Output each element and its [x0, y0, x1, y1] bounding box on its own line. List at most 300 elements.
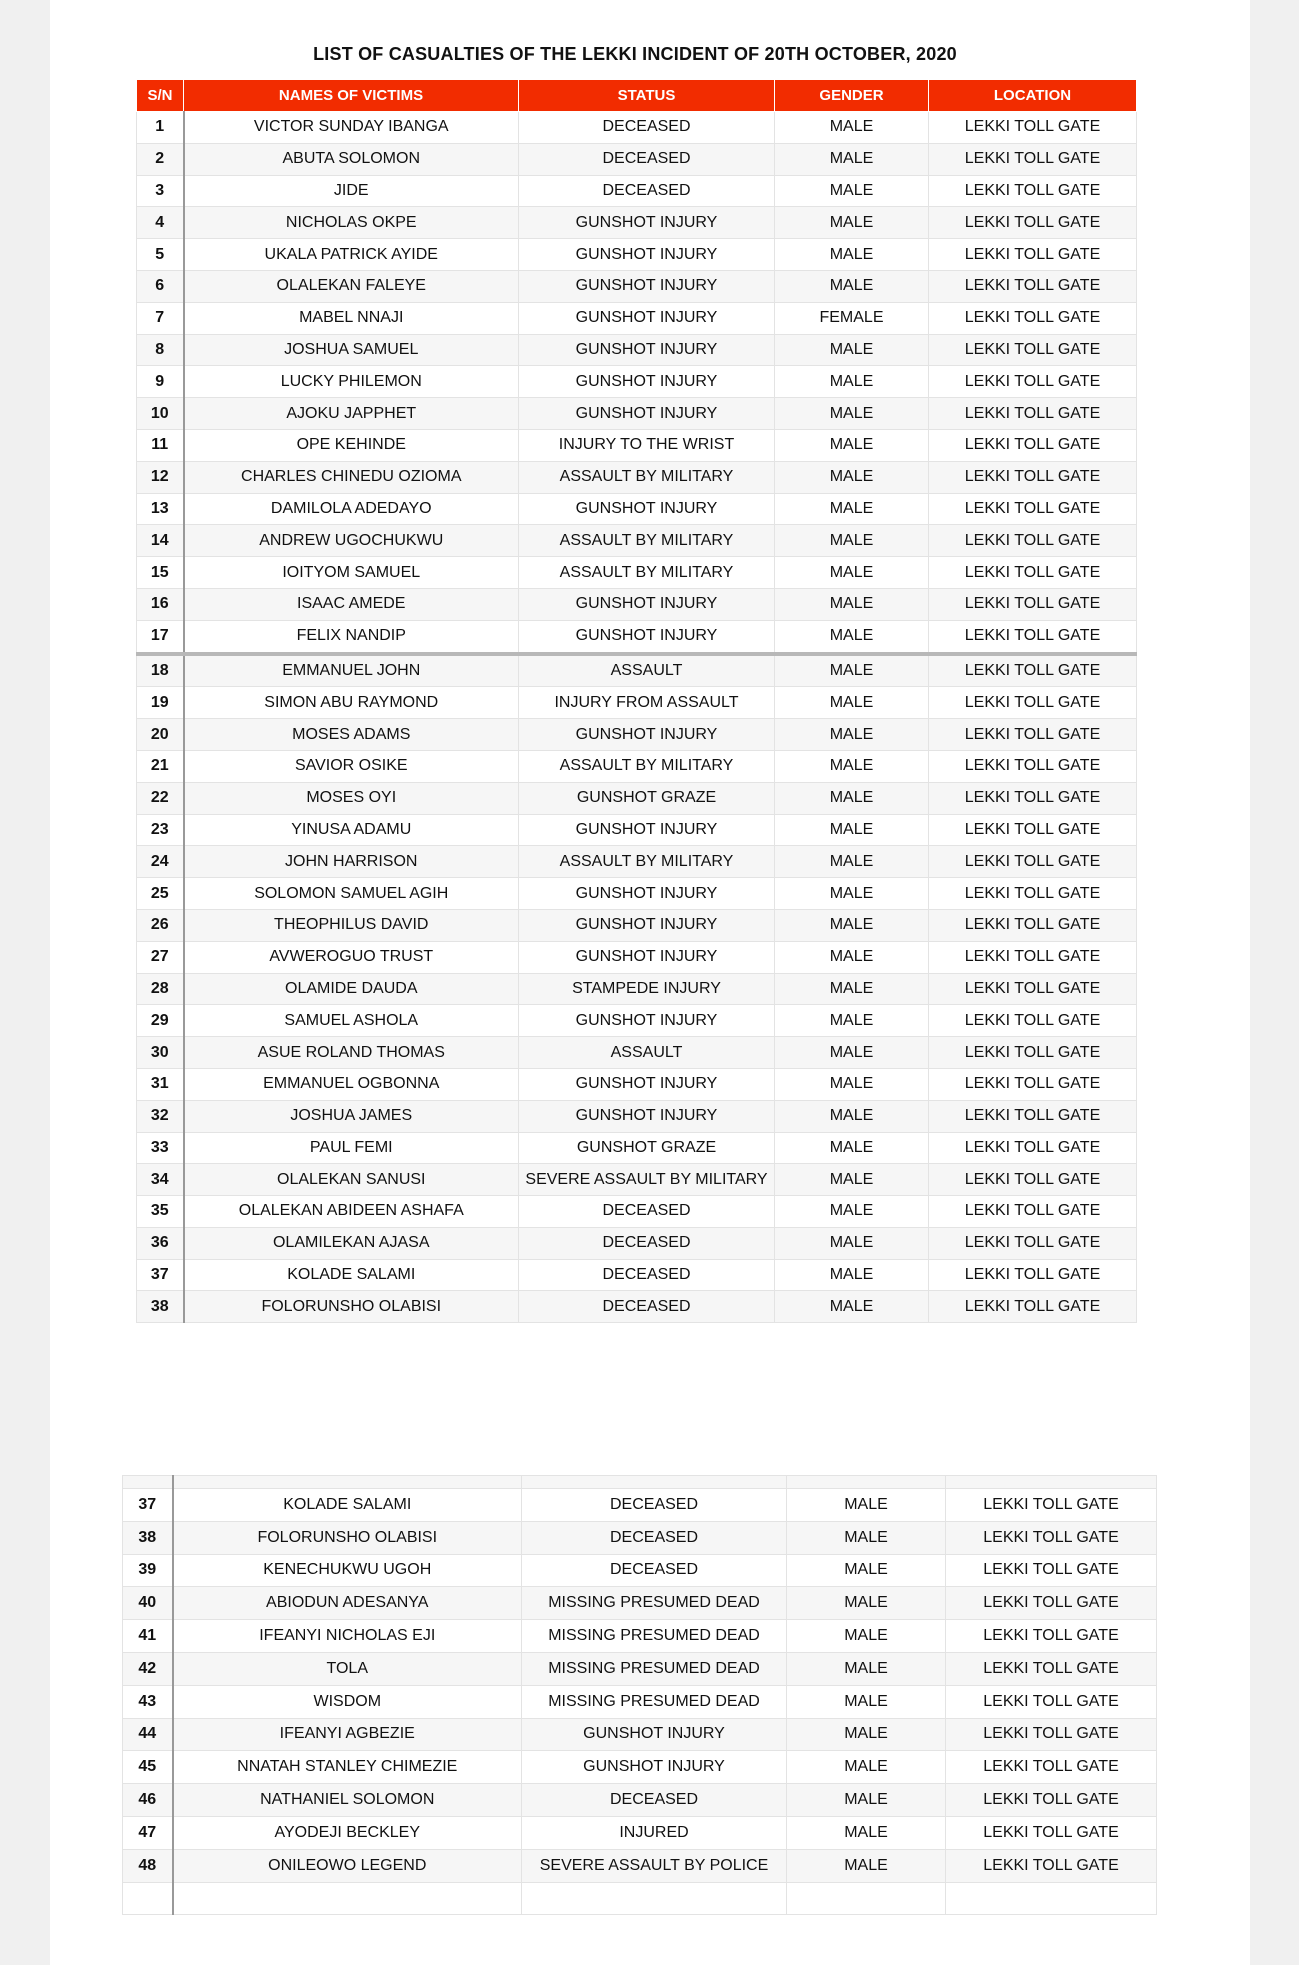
cell-status: DECEASED: [519, 143, 775, 175]
table-row: [137, 557, 1137, 589]
cell-gender: MALE: [775, 366, 929, 398]
cell-gender: MALE: [787, 1816, 946, 1849]
cell-name: PAUL FEMI: [184, 1132, 519, 1164]
cell-name: KOLADE SALAMI: [184, 1259, 519, 1291]
cell-status: GUNSHOT INJURY: [519, 588, 775, 620]
cell-status: GUNSHOT GRAZE: [519, 782, 775, 814]
table-row: [137, 588, 1137, 620]
cell-gender: MALE: [775, 620, 929, 653]
cell-gender: MALE: [775, 334, 929, 366]
cell-status: DECEASED: [519, 1227, 775, 1259]
cell-sn: 7: [137, 302, 184, 334]
cell-status: DECEASED: [519, 1196, 775, 1228]
table-row: [137, 620, 1137, 653]
cell-sn: 13: [137, 493, 184, 525]
cell-sn: 42: [123, 1652, 173, 1685]
strip-cell: [123, 1476, 173, 1489]
cell-sn: 8: [137, 334, 184, 366]
cell-location: LEKKI TOLL GATE: [946, 1751, 1157, 1784]
cell-location: LEKKI TOLL GATE: [929, 687, 1137, 719]
cell-gender: MALE: [775, 1164, 929, 1196]
cell-sn: 6: [137, 270, 184, 302]
cell-status: GUNSHOT INJURY: [519, 239, 775, 271]
cell-sn: 16: [137, 588, 184, 620]
cell-gender: MALE: [775, 207, 929, 239]
cell-location: LEKKI TOLL GATE: [946, 1718, 1157, 1751]
table-row: [123, 1751, 1157, 1784]
cell-sn: 26: [137, 909, 184, 941]
cell-name: OPE KEHINDE: [184, 429, 519, 461]
cell-sn: 21: [137, 750, 184, 782]
cell-name: THEOPHILUS DAVID: [184, 909, 519, 941]
cell-status: ASSAULT: [519, 654, 775, 687]
cell-location: LEKKI TOLL GATE: [929, 302, 1137, 334]
cell-name: OLAMILEKAN AJASA: [184, 1227, 519, 1259]
table-row: [123, 1718, 1157, 1751]
cell-location: LEKKI TOLL GATE: [929, 620, 1137, 653]
cell-gender: MALE: [775, 1005, 929, 1037]
cell-gender: MALE: [775, 782, 929, 814]
table-row: [137, 1227, 1137, 1259]
table-header-row: [137, 80, 1137, 112]
cell-gender: [787, 1882, 946, 1915]
table-row: [123, 1521, 1157, 1554]
table-row: [137, 207, 1137, 239]
table-body-continued: [123, 1476, 1157, 1915]
cell-name: SOLOMON SAMUEL AGIH: [184, 878, 519, 910]
cell-gender: MALE: [775, 1037, 929, 1069]
cell-name: [173, 1882, 522, 1915]
cell-location: LEKKI TOLL GATE: [929, 1259, 1137, 1291]
cell-gender: MALE: [775, 1068, 929, 1100]
cell-location: LEKKI TOLL GATE: [929, 878, 1137, 910]
cell-location: LEKKI TOLL GATE: [929, 493, 1137, 525]
table-body-main: [137, 112, 1137, 1323]
table-row: [123, 1587, 1157, 1620]
cell-status: INJURY TO THE WRIST: [519, 429, 775, 461]
cell-sn: 36: [137, 1227, 184, 1259]
cell-location: LEKKI TOLL GATE: [929, 334, 1137, 366]
cell-name: NNATAH STANLEY CHIMEZIE: [173, 1751, 522, 1784]
cell-gender: MALE: [787, 1751, 946, 1784]
cell-gender: MALE: [775, 461, 929, 493]
cell-gender: MALE: [775, 750, 929, 782]
table-row: [137, 941, 1137, 973]
cell-name: UKALA PATRICK AYIDE: [184, 239, 519, 271]
table-row: [137, 782, 1137, 814]
cell-gender: MALE: [775, 525, 929, 557]
table-row: [137, 973, 1137, 1005]
cell-sn: 37: [137, 1259, 184, 1291]
cell-name: AYODEJI BECKLEY: [173, 1816, 522, 1849]
cell-gender: MALE: [775, 429, 929, 461]
cell-status: ASSAULT BY MILITARY: [519, 557, 775, 589]
cell-location: LEKKI TOLL GATE: [929, 525, 1137, 557]
cell-sn: 24: [137, 846, 184, 878]
table-row: [137, 398, 1137, 430]
cell-location: LEKKI TOLL GATE: [946, 1554, 1157, 1587]
table-row: [137, 493, 1137, 525]
table-row: [123, 1652, 1157, 1685]
cell-name: JIDE: [184, 175, 519, 207]
cell-sn: 22: [137, 782, 184, 814]
cell-gender: MALE: [787, 1652, 946, 1685]
cell-status: MISSING PRESUMED DEAD: [522, 1587, 787, 1620]
cell-name: JOHN HARRISON: [184, 846, 519, 878]
cell-status: GUNSHOT INJURY: [519, 941, 775, 973]
table-row: [123, 1849, 1157, 1882]
table-row: [123, 1554, 1157, 1587]
cell-sn: 40: [123, 1587, 173, 1620]
document-title: LIST OF CASUALTIES OF THE LEKKI INCIDENT OF 20TH OCTOBER, 2020: [313, 44, 957, 64]
table-row: [137, 1196, 1137, 1228]
cell-gender: MALE: [775, 1132, 929, 1164]
cell-location: LEKKI TOLL GATE: [946, 1816, 1157, 1849]
cell-location: LEKKI TOLL GATE: [929, 239, 1137, 271]
table-row: [137, 429, 1137, 461]
cell-name: YINUSA ADAMU: [184, 814, 519, 846]
cell-sn: 45: [123, 1751, 173, 1784]
cell-name: SIMON ABU RAYMOND: [184, 687, 519, 719]
cell-name: ISAAC AMEDE: [184, 588, 519, 620]
table-row: [137, 814, 1137, 846]
table-row: [137, 1068, 1137, 1100]
cell-sn: 34: [137, 1164, 184, 1196]
cell-name: OLALEKAN FALEYE: [184, 270, 519, 302]
cell-sn: 23: [137, 814, 184, 846]
cell-status: GUNSHOT INJURY: [519, 1005, 775, 1037]
cell-sn: 18: [137, 654, 184, 687]
table-row: [137, 143, 1137, 175]
cell-status: GUNSHOT INJURY: [519, 878, 775, 910]
cell-status: MISSING PRESUMED DEAD: [522, 1685, 787, 1718]
cell-status: SEVERE ASSAULT BY POLICE: [522, 1849, 787, 1882]
table-row: [137, 750, 1137, 782]
table-row: [123, 1816, 1157, 1849]
cell-status: DECEASED: [522, 1784, 787, 1817]
table-row: [137, 1100, 1137, 1132]
cell-name: SAVIOR OSIKE: [184, 750, 519, 782]
table-row: [137, 525, 1137, 557]
cell-sn: 20: [137, 719, 184, 751]
table-row: [137, 302, 1137, 334]
cell-sn: 27: [137, 941, 184, 973]
cell-sn: 48: [123, 1849, 173, 1882]
cell-name: IFEANYI NICHOLAS EJI: [173, 1620, 522, 1653]
cell-status: ASSAULT BY MILITARY: [519, 846, 775, 878]
cell-gender: MALE: [775, 557, 929, 589]
cell-gender: MALE: [787, 1718, 946, 1751]
cell-location: LEKKI TOLL GATE: [946, 1489, 1157, 1522]
cell-status: GUNSHOT INJURY: [519, 493, 775, 525]
cell-status: GUNSHOT INJURY: [519, 270, 775, 302]
cell-sn: 5: [137, 239, 184, 271]
cell-sn: [123, 1882, 173, 1915]
cell-name: ONILEOWO LEGEND: [173, 1849, 522, 1882]
cell-status: ASSAULT BY MILITARY: [519, 525, 775, 557]
cell-sn: 10: [137, 398, 184, 430]
cell-gender: MALE: [775, 588, 929, 620]
table-row: [137, 1164, 1137, 1196]
cell-name: KENECHUKWU UGOH: [173, 1554, 522, 1587]
cell-gender: MALE: [775, 909, 929, 941]
cell-name: EMMANUEL JOHN: [184, 654, 519, 687]
cell-status: DECEASED: [519, 1291, 775, 1323]
cell-status: INJURY FROM ASSAULT: [519, 687, 775, 719]
cell-status: ASSAULT: [519, 1037, 775, 1069]
cell-gender: MALE: [775, 814, 929, 846]
cell-location: LEKKI TOLL GATE: [929, 1005, 1137, 1037]
cell-location: LEKKI TOLL GATE: [929, 909, 1137, 941]
cell-sn: 9: [137, 366, 184, 398]
cell-gender: MALE: [775, 143, 929, 175]
cell-gender: MALE: [775, 1100, 929, 1132]
cell-sn: 38: [137, 1291, 184, 1323]
cell-location: LEKKI TOLL GATE: [946, 1521, 1157, 1554]
table-row: [123, 1882, 1157, 1915]
cell-location: LEKKI TOLL GATE: [929, 207, 1137, 239]
cell-location: LEKKI TOLL GATE: [929, 1068, 1137, 1100]
table-top-strip: [123, 1476, 1157, 1489]
cell-gender: MALE: [787, 1489, 946, 1522]
cell-name: IOITYOM SAMUEL: [184, 557, 519, 589]
cell-location: LEKKI TOLL GATE: [929, 750, 1137, 782]
cell-location: [946, 1882, 1157, 1915]
cell-name: MOSES OYI: [184, 782, 519, 814]
casualties-table-continued: [122, 1475, 1157, 1915]
header-status: STATUS: [519, 80, 775, 112]
cell-status: GUNSHOT GRAZE: [519, 1132, 775, 1164]
cell-location: LEKKI TOLL GATE: [946, 1849, 1157, 1882]
table-row: [137, 366, 1137, 398]
cell-name: SAMUEL ASHOLA: [184, 1005, 519, 1037]
strip-cell: [787, 1476, 946, 1489]
cell-sn: 47: [123, 1816, 173, 1849]
cell-name: ABUTA SOLOMON: [184, 143, 519, 175]
cell-status: MISSING PRESUMED DEAD: [522, 1652, 787, 1685]
cell-status: GUNSHOT INJURY: [519, 207, 775, 239]
cell-location: LEKKI TOLL GATE: [929, 1100, 1137, 1132]
header-gender: GENDER: [775, 80, 929, 112]
cell-status: GUNSHOT INJURY: [519, 620, 775, 653]
cell-gender: MALE: [775, 175, 929, 207]
cell-name: OLAMIDE DAUDA: [184, 973, 519, 1005]
cell-name: JOSHUA SAMUEL: [184, 334, 519, 366]
cell-status: GUNSHOT INJURY: [519, 334, 775, 366]
cell-sn: 41: [123, 1620, 173, 1653]
cell-name: FOLORUNSHO OLABISI: [184, 1291, 519, 1323]
cell-gender: MALE: [787, 1587, 946, 1620]
cell-status: DECEASED: [522, 1521, 787, 1554]
cell-sn: 46: [123, 1784, 173, 1817]
cell-status: GUNSHOT INJURY: [522, 1718, 787, 1751]
cell-location: LEKKI TOLL GATE: [929, 175, 1137, 207]
cell-gender: MALE: [787, 1784, 946, 1817]
cell-status: GUNSHOT INJURY: [519, 302, 775, 334]
table-row: [123, 1620, 1157, 1653]
cell-status: [522, 1882, 787, 1915]
cell-location: LEKKI TOLL GATE: [946, 1784, 1157, 1817]
cell-sn: 12: [137, 461, 184, 493]
cell-name: CHARLES CHINEDU OZIOMA: [184, 461, 519, 493]
casualties-table-main: [136, 79, 1137, 1323]
cell-sn: 25: [137, 878, 184, 910]
cell-location: LEKKI TOLL GATE: [929, 814, 1137, 846]
cell-sn: 11: [137, 429, 184, 461]
cell-name: DAMILOLA ADEDAYO: [184, 493, 519, 525]
cell-name: KOLADE SALAMI: [173, 1489, 522, 1522]
cell-sn: 14: [137, 525, 184, 557]
cell-status: GUNSHOT INJURY: [519, 366, 775, 398]
table-row: [123, 1685, 1157, 1718]
cell-gender: MALE: [775, 941, 929, 973]
cell-status: ASSAULT BY MILITARY: [519, 461, 775, 493]
cell-location: LEKKI TOLL GATE: [946, 1620, 1157, 1653]
cell-gender: MALE: [775, 654, 929, 687]
cell-name: VICTOR SUNDAY IBANGA: [184, 112, 519, 144]
header-sn: S/N: [137, 80, 184, 112]
cell-status: ASSAULT BY MILITARY: [519, 750, 775, 782]
cell-location: LEKKI TOLL GATE: [929, 1227, 1137, 1259]
cell-gender: MALE: [787, 1521, 946, 1554]
cell-name: FELIX NANDIP: [184, 620, 519, 653]
cell-gender: MALE: [775, 1259, 929, 1291]
cell-name: ASUE ROLAND THOMAS: [184, 1037, 519, 1069]
cell-name: WISDOM: [173, 1685, 522, 1718]
cell-location: LEKKI TOLL GATE: [946, 1587, 1157, 1620]
table-row: [137, 270, 1137, 302]
table-row: [137, 175, 1137, 207]
cell-location: LEKKI TOLL GATE: [929, 719, 1137, 751]
cell-gender: MALE: [775, 719, 929, 751]
cell-location: LEKKI TOLL GATE: [929, 1291, 1137, 1323]
cell-gender: MALE: [775, 1227, 929, 1259]
cell-location: LEKKI TOLL GATE: [929, 270, 1137, 302]
cell-status: STAMPEDE INJURY: [519, 973, 775, 1005]
cell-sn: 35: [137, 1196, 184, 1228]
cell-name: OLALEKAN ABIDEEN ASHAFA: [184, 1196, 519, 1228]
cell-location: LEKKI TOLL GATE: [929, 654, 1137, 687]
cell-location: LEKKI TOLL GATE: [929, 143, 1137, 175]
cell-location: LEKKI TOLL GATE: [929, 398, 1137, 430]
table-row: [137, 112, 1137, 144]
table-row: [137, 1291, 1137, 1323]
table-row: [137, 719, 1137, 751]
cell-status: DECEASED: [519, 175, 775, 207]
cell-location: LEKKI TOLL GATE: [929, 1132, 1137, 1164]
header-location: LOCATION: [929, 80, 1137, 112]
cell-status: GUNSHOT INJURY: [519, 719, 775, 751]
cell-name: JOSHUA JAMES: [184, 1100, 519, 1132]
cell-status: GUNSHOT INJURY: [519, 814, 775, 846]
header-names: NAMES OF VICTIMS: [184, 80, 519, 112]
cell-location: LEKKI TOLL GATE: [946, 1652, 1157, 1685]
cell-status: GUNSHOT INJURY: [522, 1751, 787, 1784]
cell-name: NICHOLAS OKPE: [184, 207, 519, 239]
cell-gender: MALE: [775, 239, 929, 271]
cell-name: LUCKY PHILEMON: [184, 366, 519, 398]
cell-location: LEKKI TOLL GATE: [929, 1164, 1137, 1196]
table-row: [137, 846, 1137, 878]
cell-gender: FEMALE: [775, 302, 929, 334]
table-row: [137, 1037, 1137, 1069]
cell-sn: 43: [123, 1685, 173, 1718]
cell-gender: MALE: [775, 398, 929, 430]
cell-location: LEKKI TOLL GATE: [929, 1037, 1137, 1069]
cell-sn: 33: [137, 1132, 184, 1164]
cell-sn: 4: [137, 207, 184, 239]
strip-cell: [173, 1476, 522, 1489]
cell-gender: MALE: [775, 493, 929, 525]
cell-status: GUNSHOT INJURY: [519, 1068, 775, 1100]
cell-location: LEKKI TOLL GATE: [929, 366, 1137, 398]
cell-name: MOSES ADAMS: [184, 719, 519, 751]
cell-location: LEKKI TOLL GATE: [929, 588, 1137, 620]
cell-sn: 31: [137, 1068, 184, 1100]
cell-gender: MALE: [775, 1196, 929, 1228]
table-row: [137, 461, 1137, 493]
cell-gender: MALE: [775, 846, 929, 878]
cell-sn: 17: [137, 620, 184, 653]
cell-location: LEKKI TOLL GATE: [929, 112, 1137, 144]
cell-name: ANDREW UGOCHUKWU: [184, 525, 519, 557]
cell-status: DECEASED: [519, 1259, 775, 1291]
cell-name: MABEL NNAJI: [184, 302, 519, 334]
cell-status: SEVERE ASSAULT BY MILITARY: [519, 1164, 775, 1196]
cell-gender: MALE: [775, 878, 929, 910]
cell-status: DECEASED: [522, 1489, 787, 1522]
cell-sn: 2: [137, 143, 184, 175]
cell-gender: MALE: [775, 270, 929, 302]
strip-cell: [946, 1476, 1157, 1489]
cell-sn: 28: [137, 973, 184, 1005]
cell-gender: MALE: [775, 973, 929, 1005]
table-row: [137, 1005, 1137, 1037]
cell-name: AJOKU JAPPHET: [184, 398, 519, 430]
cell-sn: 38: [123, 1521, 173, 1554]
cell-location: LEKKI TOLL GATE: [929, 1196, 1137, 1228]
cell-status: INJURED: [522, 1816, 787, 1849]
cell-gender: MALE: [787, 1685, 946, 1718]
cell-location: LEKKI TOLL GATE: [929, 941, 1137, 973]
table-row: [137, 1132, 1137, 1164]
cell-location: LEKKI TOLL GATE: [929, 557, 1137, 589]
cell-name: EMMANUEL OGBONNA: [184, 1068, 519, 1100]
cell-name: OLALEKAN SANUSI: [184, 1164, 519, 1196]
cell-sn: 15: [137, 557, 184, 589]
cell-location: LEKKI TOLL GATE: [929, 429, 1137, 461]
cell-sn: 19: [137, 687, 184, 719]
cell-status: GUNSHOT INJURY: [519, 398, 775, 430]
table-row: [137, 239, 1137, 271]
cell-location: LEKKI TOLL GATE: [929, 782, 1137, 814]
cell-sn: 30: [137, 1037, 184, 1069]
cell-sn: 3: [137, 175, 184, 207]
cell-status: MISSING PRESUMED DEAD: [522, 1620, 787, 1653]
cell-gender: MALE: [787, 1554, 946, 1587]
cell-status: DECEASED: [519, 112, 775, 144]
cell-sn: 32: [137, 1100, 184, 1132]
cell-gender: MALE: [787, 1620, 946, 1653]
cell-location: LEKKI TOLL GATE: [929, 461, 1137, 493]
cell-name: TOLA: [173, 1652, 522, 1685]
cell-status: GUNSHOT INJURY: [519, 1100, 775, 1132]
cell-name: NATHANIEL SOLOMON: [173, 1784, 522, 1817]
table-row: [137, 334, 1137, 366]
cell-sn: 1: [137, 112, 184, 144]
cell-sn: 37: [123, 1489, 173, 1522]
table-row: [137, 909, 1137, 941]
